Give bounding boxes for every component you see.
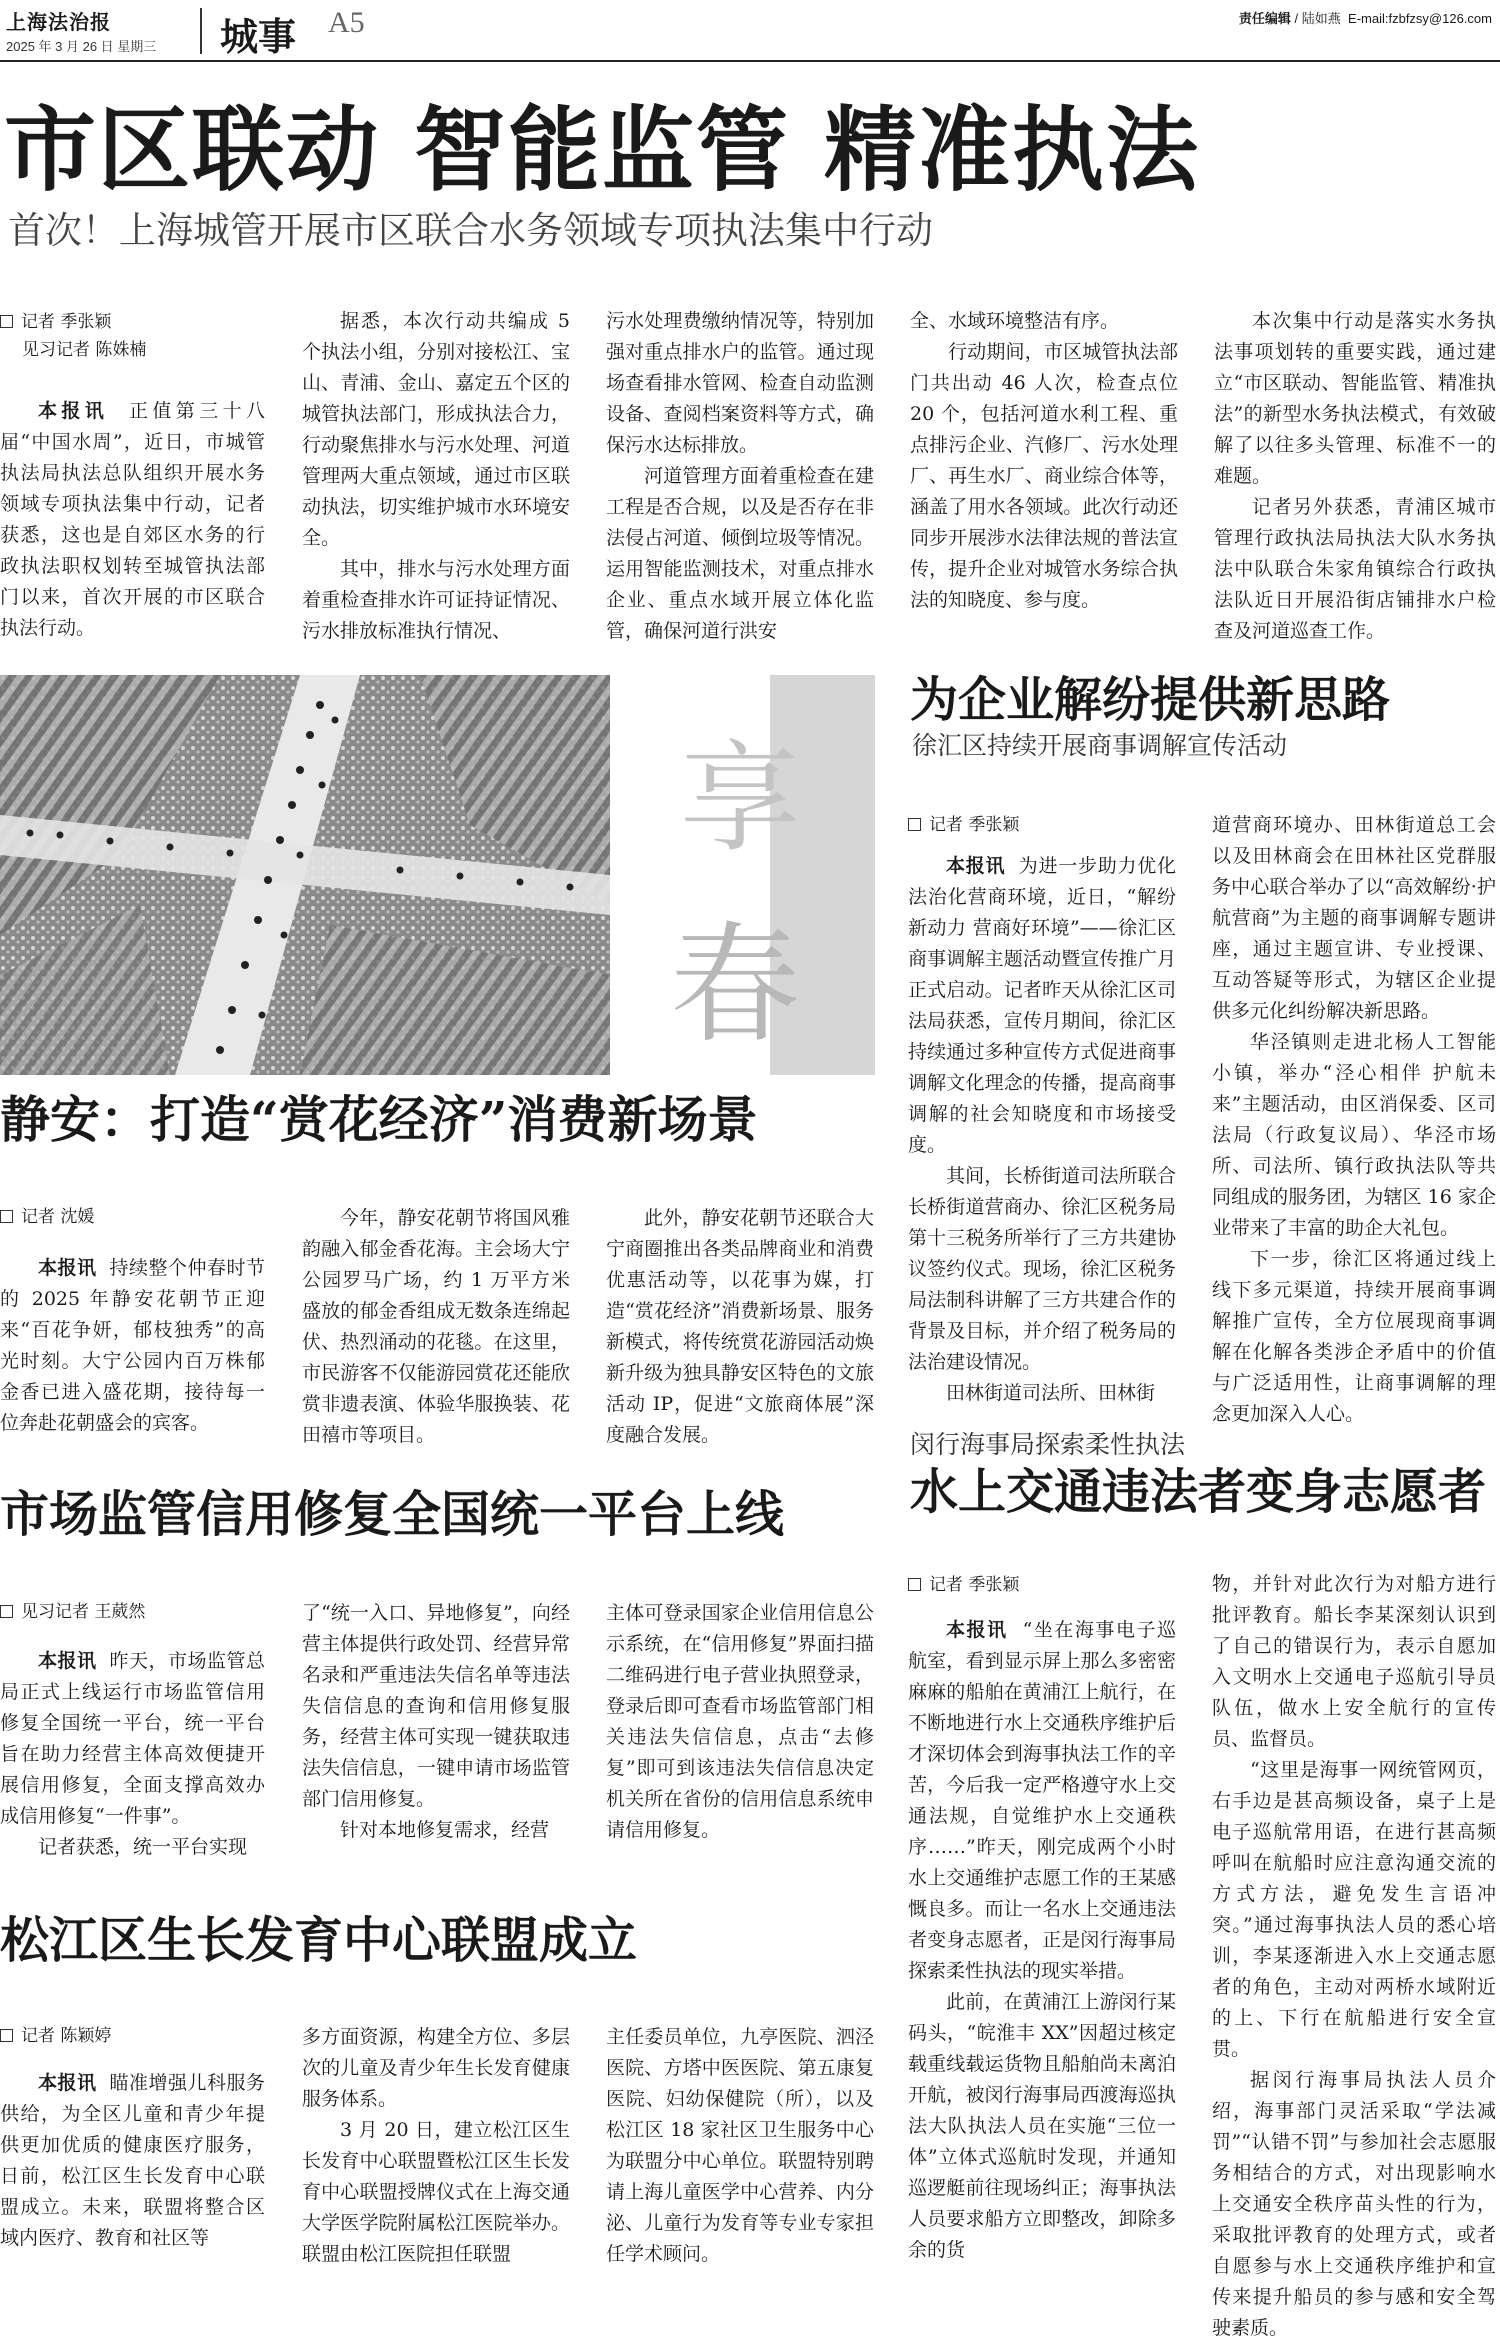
page-number: A5 <box>328 6 365 39</box>
section-name: 城事 <box>220 14 297 59</box>
jingan-col2-text: 今年，静安花朝节将国风雅韵融入郁金香花海。主会场大宁公园罗马广场，约 1 万平方米盛放的郁金香组成无数条连绵起伏、热烈涌动的花毯。在这里，市民游客不仅能游园赏花还能欣赏非遗表演、体验华服换装、花田禧市等项目。 <box>302 1207 570 1446</box>
editor-email: E-mail:fzbfzsy@126.com <box>1348 11 1492 26</box>
songjiang-column-2 <box>302 2022 570 2270</box>
jingan-col1-text: 持续整个仲春时节的 2025 年静安花朝节正迎来“百花争妍，郁枝独秀”的高光时刻。大宁公园内百万株郁金香已进入盛花期，接待每一位奔赴花朝盛会的宾客。 <box>0 1257 265 1434</box>
maritime-col1-p1: “坐在海事电子巡航室，看到显示屏上那么多密密麻麻的船舶在黄浦江上航行，在不断地进行水上交通秩序维护后才深切体会到海事执法工作的辛苦，今后我一定严格遵守水上交通法规，自觉维护水上交通秩序……”昨天，刚完成两个小时水上交通维护志愿工作的王某感慨良多。而让一名水上交通违法者变身志愿者，正是闵行海事局探索柔性执法的现实举措。 <box>908 1619 1176 1982</box>
lead-col3-p2: 河道管理方面着重检查在建工程是否合规，以及是否存在非法侵占河道、倾倒垃圾等情况。运用智能监测技术，对重点排水企业、重点水域开展立体化监管，确保河道行洪安 <box>606 465 874 642</box>
lead-col2-p2: 其中，排水与污水处理方面着重检查排水许可证持证情况、污水排放标准执行情况、 <box>302 558 570 642</box>
xuhui-subtitle: 徐汇区持续开展商事调解宣传活动 <box>912 731 1288 760</box>
flower-park-photo <box>0 675 610 1075</box>
credit-lead-label: 本报讯 <box>38 1650 97 1672</box>
editor-credit: 责任编辑 / 陆如燕 E-mail:fzbfzsy@126.com <box>1238 11 1492 26</box>
lead-col5-p2: 记者另外获悉，青浦区城市管理行政执法局执法大队水务执法中队联合朱家角镇综合行政执法队近日开展沿街店铺排水户检查及河道巡查工作。 <box>1214 496 1496 642</box>
maritime-column-1 <box>908 1571 1176 2266</box>
jingan-lead-label: 本报讯 <box>38 1257 97 1279</box>
xuhui-col2-p3: 下一步，徐汇区将通过线上线下多元渠道，持续开展商事调解推广宣传，全方位展现商事调解在化解各类涉企矛盾中的价值与广泛适用性，让商事调解的理念更加深入人心。 <box>1212 1248 1496 1425</box>
maritime-col2-p2: “这里是海事一网统管网页，右手边是甚高频设备，桌子上是电子巡航常用语，在进行甚高频呼叫在航船时应注意沟通交流的方式方法，避免发生言语冲突。”通过海事执法人员的悉心培训，李某逐渐进入水上交通志愿者的角色，主动对两桥水域附近的上、下行在航船进行安全宣贯。 <box>1212 1759 1496 2060</box>
calligraphy-illustration <box>620 675 875 1075</box>
xuhui-col2-p2: 华泾镇则走进北杨人工智能小镇，举办“泾心相伴 护航未来”主题活动，由区消保委、区司法局（行政复议局）、华泾市场所、司法所、镇行政执法队等共同组成的服务团，为辖区 16 家企业带来了丰富的助企大礼包。 <box>1212 1031 1496 1239</box>
lead-col4-p1: 行动期间，市区城管执法部门共出动 46 人次，检查点位 20 个，包括河道水利工程、重点排污企业、汽修厂、污水处理厂、再生水厂、商业综合体等，涵盖了用水各领域。此次行动还同步开展涉水法律法规的普法宣传，提升企业对城管水务综合执法的知晓度、参与度。 <box>910 341 1178 611</box>
lead-column-3 <box>606 306 874 647</box>
byline-box-icon <box>0 1605 13 1618</box>
jingan-column-1 <box>0 1203 265 1439</box>
editor-name: 陆如燕 <box>1301 11 1341 26</box>
songjiang-col3-text: 主任委员单位，九亭医院、泗泾医院、方塔中医医院、第五康复医院、妇幼保健院（所），以及松江区 18 家社区卫生服务中心为联盟分中心单位。联盟特别聘请上海儿童医学中心营养、内分泌、儿童行为发育等专业专家担任学术顾问。 <box>606 2026 874 2265</box>
editor-label: 责任编辑 <box>1238 11 1291 26</box>
lead-byline-2: 见习记者 陈姝楠 <box>22 340 147 360</box>
xuhui-title: 为企业解纷提供新思路 <box>910 672 1391 728</box>
credit-byline: 见习记者 王葳然 <box>0 1598 265 1626</box>
maritime-col2-p3: 据闵行海事局执法人员介绍，海事部门灵活采取“学法减罚”“认错不罚”与参加社会志愿服务相结合的方式，对出现影响水上交通安全秩序苗头性的行为，采取批评教育的处理方式，或者自愿参与水上交通秩序维护和宣传来提升船员的参与感和安全驾驶素质。 <box>1212 2069 1496 2339</box>
jingan-byline: 记者 沈媛 <box>0 1203 265 1231</box>
xuhui-byline: 记者 季张颖 <box>908 811 1176 839</box>
calligraphy-char-1: 享 <box>680 730 800 869</box>
jingan-column-2 <box>302 1203 570 1451</box>
songjiang-col1-text: 瞄准增强儿科服务供给，为全区儿童和青少年提供更加优质的健康医疗服务，日前，松江区生长发育中心联盟成立。未来，联盟将整合区域内医疗、教育和社区等 <box>0 2072 265 2249</box>
lead-column-4 <box>910 306 1178 616</box>
xuhui-col1-p1: 为进一步助力优化法治化营商环境，近日，“解纷新动力 营商好环境”——徐汇区商事调解主题活动暨宣传推广月正式启动。记者昨天从徐汇区司法局获悉，宣传月期间，徐汇区持续通过多种宣传方式促进商事调解文化理念的传播，提高商事调解的社会知晓度和市场接受度。 <box>908 855 1176 1156</box>
lead-col3-p1: 污水处理费缴纳情况等，特别加强对重点排水户的监管。通过现场查看排水管网、检查自动监测设备、查阅档案资料等方式，确保污水达标排放。 <box>606 310 874 456</box>
credit-col1-p2: 记者获悉，统一平台实现 <box>38 1836 248 1858</box>
maritime-byline: 记者 季张颖 <box>908 1571 1176 1599</box>
byline-box-icon <box>908 1578 921 1591</box>
masthead <box>0 0 1500 60</box>
lead-column-2 <box>302 306 570 647</box>
maritime-kicker: 闵行海事局探索柔性执法 <box>910 1430 1186 1459</box>
lead-col2-p1: 据悉，本次行动共编成 5 个执法小组，分别对接松江、宝山、青浦、金山、嘉定五个区的城管执法部门，形成执法合力，行动聚焦排水与污水处理、河道管理两大重点领域，通过市区联动执法，切实维护城市水环境安全。 <box>302 310 570 549</box>
calligraphy-char-2: 春 <box>670 909 801 1061</box>
lead-column-5 <box>1214 306 1496 647</box>
photo-illustration <box>0 675 610 1075</box>
byline-box-icon <box>0 315 13 328</box>
byline-box-icon <box>0 1210 13 1223</box>
calligraphy-art <box>620 675 875 1075</box>
credit-col1-p1: 昨天，市场监管总局正式上线运行市场监管信用修复全国统一平台，统一平台旨在助力经营主体高效便捷开展信用修复，全面支撑高效办成信用修复“一件事”。 <box>0 1650 265 1827</box>
credit-col2-p2: 针对本地修复需求，经营 <box>340 1819 550 1841</box>
lead-col5-p1: 本次集中行动是落实水务执法事项划转的重要实践，通过建立“市区联动、智能监管、精准执法”的新型水务执法模式，有效破解了以往多头管理、标准不一的难题。 <box>1214 310 1496 487</box>
credit-col2-p1: 了“统一入口、异地修复”，向经营主体提供行政处罚、经营异常名录和严重违法失信名单等违法失信信息的查询和信用修复服务，经营主体可实现一键获取违法失信信息，一键申请市场监管部门信用修复。 <box>302 1602 570 1810</box>
xuhui-lead-label: 本报讯 <box>946 855 1006 877</box>
masthead-rule <box>0 60 1500 62</box>
lead-label: 本报讯 <box>38 400 109 422</box>
songjiang-title: 松江区生长发育中心联盟成立 <box>0 1911 638 1969</box>
lead-headline: 市区联动 智能监管 精准执法 <box>4 96 1201 204</box>
songjiang-col2-p1: 多方面资源，构建全方位、多层次的儿童及青少年生长发育健康服务体系。 <box>302 2026 570 2110</box>
issue-date: 2025 年 3 月 26 日 星期三 <box>6 39 157 54</box>
xuhui-col1-p3: 田林街道司法所、田林街 <box>946 1382 1156 1404</box>
jingan-col3-text: 此外，静安花朝节还联合大宁商圈推出各类品牌商业和消费优惠活动等，以花事为媒，打造“赏花经济”消费新场景、服务新模式，将传统赏花游园活动焕新升级为独具静安区特色的文旅活动 IP，促进“文旅商体展”深度融合发展。 <box>606 1207 874 1446</box>
credit-column-3 <box>606 1598 874 1846</box>
lead-column-1 <box>0 308 265 644</box>
xuhui-column-2 <box>1212 810 1496 1430</box>
masthead-divider <box>200 8 202 54</box>
lead-byline: 记者 季张颖 见习记者 陈姝楠 <box>0 308 265 364</box>
lead-subhead: 首次！上海城管开展市区联合水务领域专项执法集中行动 <box>8 209 933 252</box>
xuhui-col1-p2: 其间，长桥街道司法所联合长桥街道营商办、徐汇区税务局第十三税务所举行了三方共建协议签约仪式。现场，徐汇区税务局法制科讲解了三方共建合作的背景及目标，并介绍了税务局的法治建设情况。 <box>908 1165 1176 1373</box>
credit-column-2 <box>302 1598 570 1846</box>
jingan-title: 静安：打造“赏花经济”消费新场景 <box>0 1090 758 1149</box>
jingan-column-3 <box>606 1203 874 1451</box>
xuhui-col2-p1: 道营商环境办、田林街道总工会以及田林商会在田林社区党群服务中心联合举办了以“高效解纷·护航营商”为主题的商事调解专题讲座，通过主题宣讲、专业授课、互动答疑等形式，为辖区企业提供多元化纠纷解决新思路。 <box>1212 814 1496 1022</box>
songjiang-byline: 记者 陈颖婷 <box>0 2022 265 2050</box>
newspaper-logo: 上海法治报 <box>6 10 111 34</box>
credit-column-1 <box>0 1598 265 1863</box>
songjiang-column-3 <box>606 2022 874 2270</box>
credit-title: 市场监管信用修复全国统一平台上线 <box>0 1485 785 1543</box>
xuhui-column-1 <box>908 811 1176 1409</box>
lead-col1-text: 正值第三十八届“中国水周”，近日，市城管执法局执法总队组织开展水务领域专项执法集中行动，记者获悉，这也是自郊区水务的行政执法职权划转至城管执法部门以来，首次开展的市区联合执法行动。 <box>0 400 265 639</box>
maritime-col2-p1: 物，并针对此次行为对船方进行批评教育。船长李某深刻认识到了自己的错误行为，表示自愿加入文明水上交通电子巡航引导员队伍，做水上安全航行的宣传员、监督员。 <box>1212 1573 1496 1750</box>
credit-col3-text: 主体可登录国家企业信用信息公示系统，在“信用修复”界面扫描二维码进行电子营业执照登录，登录后即可查看市场监管部门相关违法失信信息，点击“去修复”即可到该违法失信信息决定机关所在省份的信用信息系统申请信用修复。 <box>606 1602 874 1841</box>
lead-col4-p0: 全、水域环境整洁有序。 <box>910 310 1120 332</box>
byline-box-icon <box>0 2029 13 2042</box>
songjiang-lead-label: 本报讯 <box>38 2072 97 2094</box>
songjiang-col2-p2: 3 月 20 日，建立松江区生长发育中心联盟暨松江区生长发育中心联盟授牌仪式在上海交通大学医学院附属松江医院举办。联盟由松江医院担任联盟 <box>302 2119 570 2265</box>
maritime-column-2 <box>1212 1569 1496 2344</box>
maritime-lead-label: 本报讯 <box>946 1619 1008 1641</box>
byline-box-icon <box>908 818 921 831</box>
maritime-col1-p2: 此前，在黄浦江上游闵行某码头，“皖淮丰 XX”因超过核定载重线载运货物且船舶尚未离泊开航，被闵行海事局西渡海巡执法大队执法人员在实施“三位一体”立体式巡航时发现，并通知巡逻艇前往现场纠正；海事执法人员要求船方立即整改，卸除多余的货 <box>908 1991 1176 2261</box>
maritime-title: 水上交通违法者变身志愿者 <box>910 1464 1487 1520</box>
songjiang-column-1 <box>0 2022 265 2254</box>
